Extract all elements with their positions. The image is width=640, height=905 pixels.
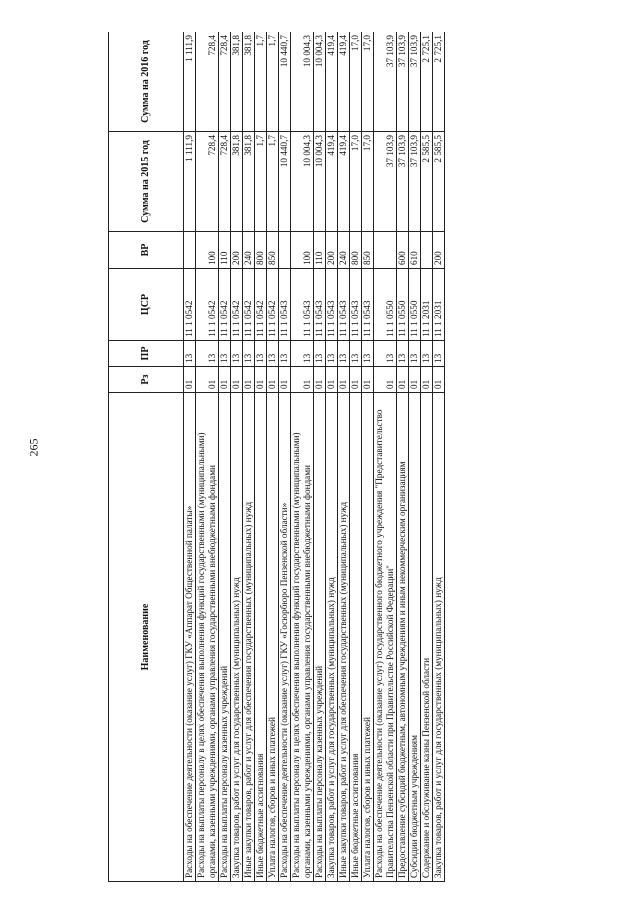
cell-vr <box>374 232 397 269</box>
cell-sum-2015: 1 111,9 <box>184 132 196 232</box>
cell-rz: 01 <box>219 367 231 393</box>
cell-rz: 01 <box>267 367 279 393</box>
cell-sum-2015: 419,4 <box>338 132 350 232</box>
cell-sum-2016: 728,4 <box>219 32 231 132</box>
cell-sum-2016: 381,8 <box>243 32 255 132</box>
cell-csr: 11 1 0542 <box>184 269 196 341</box>
header-sum-2015: Сумма на 2015 год <box>109 132 184 232</box>
cell-vr: 110 <box>219 232 231 269</box>
cell-pr: 13 <box>350 341 362 367</box>
cell-name: Иные закупки товаров, работ и услуг для обеспечения государственных (муниципальных) нужд <box>243 393 255 882</box>
cell-rz: 01 <box>196 367 219 393</box>
cell-rz: 01 <box>279 367 291 393</box>
page-number: 265 <box>26 438 41 457</box>
header-vr: ВР <box>109 232 184 269</box>
cell-csr: 11 1 2031 <box>433 269 445 341</box>
cell-vr: 600 <box>397 232 409 269</box>
cell-vr: 240 <box>338 232 350 269</box>
table-body <box>184 32 445 882</box>
table-row <box>184 32 196 882</box>
cell-name: Расходы на выплаты персоналу казенных учреждений <box>314 393 326 882</box>
cell-sum-2016: 728,4 <box>196 32 219 132</box>
cell-vr: 800 <box>350 232 362 269</box>
table-row <box>255 32 267 882</box>
cell-rz: 01 <box>291 367 314 393</box>
cell-pr: 13 <box>326 341 338 367</box>
cell-sum-2015: 381,8 <box>243 132 255 232</box>
cell-vr: 110 <box>314 232 326 269</box>
table-row <box>397 32 409 882</box>
cell-csr: 11 1 0543 <box>326 269 338 341</box>
cell-pr: 13 <box>362 341 374 367</box>
cell-sum-2016: 17,0 <box>362 32 374 132</box>
cell-name: Иные бюджетные ассигнования <box>350 393 362 882</box>
cell-pr: 13 <box>374 341 397 367</box>
cell-sum-2015: 1,7 <box>255 132 267 232</box>
cell-sum-2016: 37 103,9 <box>409 32 421 132</box>
cell-vr: 850 <box>267 232 279 269</box>
cell-name: Расходы на выплаты персоналу казенных учреждений <box>219 393 231 882</box>
rotated-table-container <box>108 32 562 882</box>
table-row <box>421 32 433 882</box>
table-row <box>350 32 362 882</box>
header-pr: ПР <box>109 341 184 367</box>
table-row <box>362 32 374 882</box>
cell-sum-2015: 37 103,9 <box>374 132 397 232</box>
cell-pr: 13 <box>184 341 196 367</box>
cell-sum-2015: 728,4 <box>219 132 231 232</box>
cell-sum-2015: 381,8 <box>231 132 243 232</box>
cell-csr: 11 1 0550 <box>374 269 397 341</box>
cell-vr <box>184 232 196 269</box>
table-row <box>196 32 219 882</box>
cell-csr: 11 1 0542 <box>267 269 279 341</box>
cell-sum-2016: 1,7 <box>255 32 267 132</box>
cell-vr: 800 <box>255 232 267 269</box>
cell-csr: 11 1 0543 <box>338 269 350 341</box>
cell-sum-2015: 37 103,9 <box>409 132 421 232</box>
cell-sum-2015: 37 103,9 <box>397 132 409 232</box>
cell-csr: 11 1 0550 <box>409 269 421 341</box>
cell-sum-2016: 419,4 <box>338 32 350 132</box>
table-row <box>231 32 243 882</box>
table-row <box>267 32 279 882</box>
table-row <box>338 32 350 882</box>
cell-name: Расходы на выплаты персоналу в целях обеспечения выполнения функций государственными (муниципальными) органами, казенными учреждениями, органами управления государственными внебюджетными фондами <box>196 393 219 882</box>
table-row <box>326 32 338 882</box>
cell-vr: 100 <box>291 232 314 269</box>
cell-sum-2016: 10 440,7 <box>279 32 291 132</box>
cell-csr: 11 1 0543 <box>279 269 291 341</box>
cell-csr: 11 1 0543 <box>314 269 326 341</box>
header-name: Наименование <box>109 393 184 882</box>
cell-sum-2016: 1,7 <box>267 32 279 132</box>
cell-name: Закупка товаров, работ и услуг для государственных (муниципальных) нужд <box>326 393 338 882</box>
cell-vr: 200 <box>326 232 338 269</box>
cell-vr: 850 <box>362 232 374 269</box>
header-row <box>109 32 184 882</box>
cell-name: Иные бюджетные ассигнования <box>255 393 267 882</box>
cell-sum-2015: 10 004,3 <box>291 132 314 232</box>
header-csr: ЦСР <box>109 269 184 341</box>
cell-rz: 01 <box>255 367 267 393</box>
table-row <box>314 32 326 882</box>
cell-vr: 200 <box>433 232 445 269</box>
table-row <box>409 32 421 882</box>
cell-vr: 200 <box>231 232 243 269</box>
cell-csr: 11 1 0542 <box>231 269 243 341</box>
cell-pr: 13 <box>314 341 326 367</box>
header-sum-2016: Сумма на 2016 год <box>109 32 184 132</box>
cell-name: Расходы на обеспечение деятельности (оказание услуг) ГКУ «Госюрбюро Пензенской области» <box>279 393 291 882</box>
cell-pr: 13 <box>243 341 255 367</box>
cell-sum-2015: 10 440,7 <box>279 132 291 232</box>
cell-vr: 100 <box>196 232 219 269</box>
header-rz: Рз <box>109 367 184 393</box>
cell-pr: 13 <box>231 341 243 367</box>
table-row <box>374 32 397 882</box>
cell-name: Расходы на обеспечение деятельности (оказание услуг) государственного бюджетного учреждения "Представительство Правительства Пензенской области при Правительстве Российской Федерации" <box>374 393 397 882</box>
cell-sum-2016: 10 004,3 <box>314 32 326 132</box>
cell-vr <box>279 232 291 269</box>
cell-sum-2015: 17,0 <box>362 132 374 232</box>
cell-name: Закупка товаров, работ и услуг для государственных (муниципальных) нужд <box>433 393 445 882</box>
cell-csr: 11 1 0542 <box>196 269 219 341</box>
cell-rz: 01 <box>362 367 374 393</box>
cell-pr: 13 <box>409 341 421 367</box>
cell-sum-2016: 1 111,9 <box>184 32 196 132</box>
cell-rz: 01 <box>421 367 433 393</box>
cell-csr: 11 1 0542 <box>255 269 267 341</box>
cell-pr: 13 <box>291 341 314 367</box>
table-row <box>433 32 445 882</box>
cell-vr: 610 <box>409 232 421 269</box>
cell-csr: 11 1 0543 <box>350 269 362 341</box>
cell-rz: 01 <box>338 367 350 393</box>
cell-sum-2016: 2 725,1 <box>433 32 445 132</box>
cell-name: Содержание и обслуживание казны Пензенской области <box>421 393 433 882</box>
cell-sum-2015: 1,7 <box>267 132 279 232</box>
cell-csr: 11 1 0542 <box>219 269 231 341</box>
cell-sum-2016: 37 103,9 <box>397 32 409 132</box>
cell-rz: 01 <box>350 367 362 393</box>
cell-rz: 01 <box>184 367 196 393</box>
cell-sum-2016: 37 103,9 <box>374 32 397 132</box>
cell-vr: 240 <box>243 232 255 269</box>
cell-pr: 13 <box>255 341 267 367</box>
cell-pr: 13 <box>433 341 445 367</box>
cell-sum-2016: 419,4 <box>326 32 338 132</box>
cell-name: Субсидии бюджетным учреждениям <box>409 393 421 882</box>
cell-sum-2016: 10 004,3 <box>291 32 314 132</box>
cell-csr: 11 1 0543 <box>291 269 314 341</box>
cell-pr: 13 <box>219 341 231 367</box>
cell-name: Расходы на обеспечение деятельности (оказание услуг) ГКУ «Аппарат Общественной палаты» <box>184 393 196 882</box>
cell-sum-2015: 728,4 <box>196 132 219 232</box>
cell-sum-2015: 10 004,3 <box>314 132 326 232</box>
cell-sum-2015: 2 585,5 <box>421 132 433 232</box>
cell-pr: 13 <box>338 341 350 367</box>
cell-name: Иные закупки товаров, работ и услуг для обеспечения государственных (муниципальных) нужд <box>338 393 350 882</box>
cell-rz: 01 <box>243 367 255 393</box>
table-row <box>243 32 255 882</box>
cell-name: Закупка товаров, работ и услуг для государственных (муниципальных) нужд <box>231 393 243 882</box>
budget-table <box>108 32 445 882</box>
cell-name: Уплата налогов, сборов и иных платежей <box>362 393 374 882</box>
cell-sum-2015: 419,4 <box>326 132 338 232</box>
table-area <box>108 32 562 882</box>
cell-rz: 01 <box>231 367 243 393</box>
cell-csr: 11 1 0542 <box>243 269 255 341</box>
cell-rz: 01 <box>374 367 397 393</box>
cell-vr <box>421 232 433 269</box>
cell-pr: 13 <box>267 341 279 367</box>
cell-name: Уплата налогов, сборов и иных платежей <box>267 393 279 882</box>
cell-sum-2016: 17,0 <box>350 32 362 132</box>
cell-rz: 01 <box>433 367 445 393</box>
cell-csr: 11 1 0550 <box>397 269 409 341</box>
cell-pr: 13 <box>196 341 219 367</box>
cell-name: Расходы на выплаты персоналу в целях обеспечения выполнения функций государственными (муниципальными) органами, казенными учреждениями, органами управления государственными внебюджетными фондами <box>291 393 314 882</box>
cell-sum-2015: 2 585,5 <box>433 132 445 232</box>
cell-csr: 11 1 0543 <box>362 269 374 341</box>
cell-rz: 01 <box>326 367 338 393</box>
cell-sum-2016: 381,8 <box>231 32 243 132</box>
table-row <box>291 32 314 882</box>
cell-rz: 01 <box>409 367 421 393</box>
cell-pr: 13 <box>421 341 433 367</box>
cell-sum-2015: 17,0 <box>350 132 362 232</box>
cell-name: Предоставление субсидий бюджетным, автономным учреждениям и иным некоммерческим организациям <box>397 393 409 882</box>
cell-pr: 13 <box>279 341 291 367</box>
cell-csr: 11 1 2031 <box>421 269 433 341</box>
table-row <box>279 32 291 882</box>
cell-rz: 01 <box>397 367 409 393</box>
cell-rz: 01 <box>314 367 326 393</box>
cell-sum-2016: 2 725,1 <box>421 32 433 132</box>
cell-pr: 13 <box>397 341 409 367</box>
table-row <box>219 32 231 882</box>
